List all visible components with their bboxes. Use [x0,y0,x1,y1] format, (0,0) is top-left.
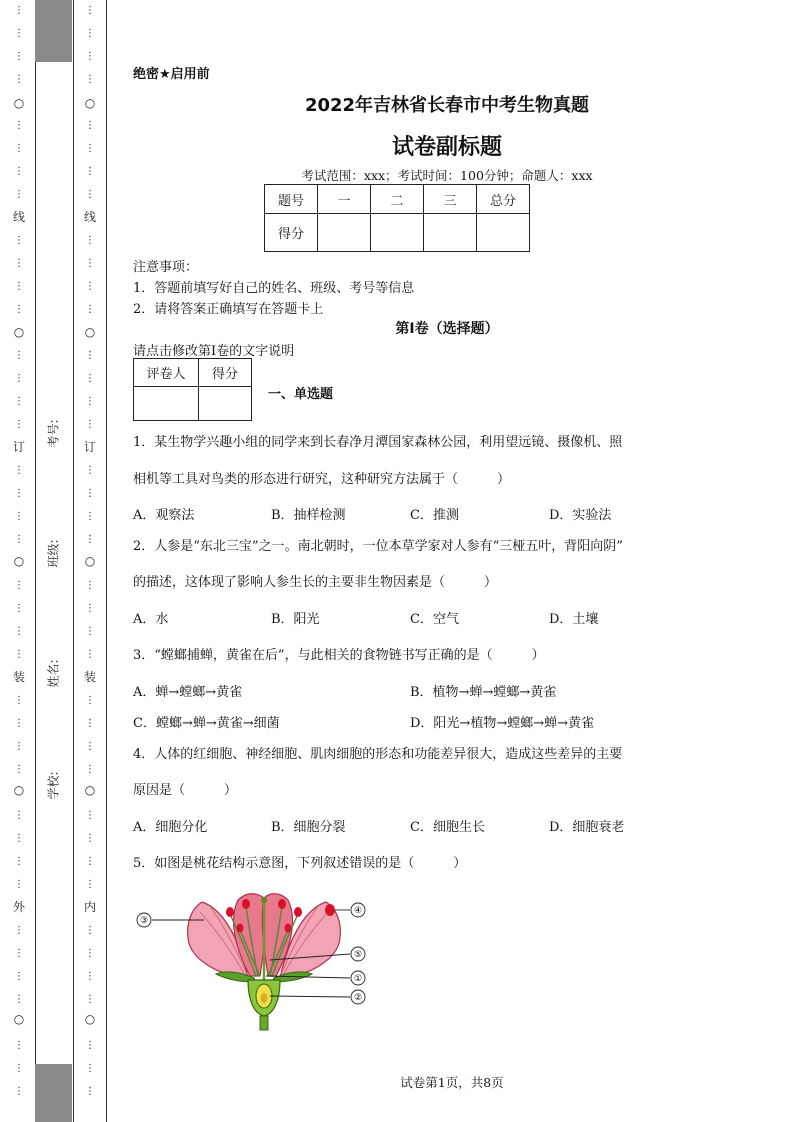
q3-option-c[interactable]: C．螳螂→蝉→黄雀→细菌 [133,716,280,731]
binding-dots: ⋮ [14,51,24,62]
grader-table [133,358,252,421]
binding-dots: ⋮ [14,5,24,16]
binding-dots: ⋮ [14,258,24,269]
q3-option-b[interactable]: B．植物→蝉→螳螂→黄雀 [410,685,557,700]
q3-option-d[interactable]: D．阳光→植物→螳螂→蝉→黄雀 [410,716,594,731]
q2-option-c[interactable]: C．空气 [410,612,459,627]
q3-line1: 3．“螳螂捕蝉，黄雀在后”，与此相关的食物链书写正确的是（ ） [133,648,545,663]
binding-dots: ⋮ [14,534,24,545]
q1-line1: 1．某生物学兴趣小组的同学来到长春净月潭国家森林公园，利用望远镜、摄像机、照 [133,435,623,450]
q1-option-a[interactable]: A．观察法 [133,508,195,523]
inner-zhuang-char: 装 [83,670,96,684]
exam-subtitle: 试卷副标题 [391,135,502,160]
binding-dots: ⋮ [85,304,95,315]
score-header-0: 题号 [265,185,318,214]
q4-line1: 4．人体的红细胞、神经细胞、肌肉细胞的形态和功能差异很大，造成这些差异的主要 [133,747,623,762]
binding-dots: ⋮ [85,419,95,430]
notice-item-1: 1．答题前填写好自己的姓名、班级、考号等信息 [133,281,415,296]
binding-dots: ⋮ [14,373,24,384]
q2-option-d[interactable]: D．土壤 [549,612,599,627]
inner-ding-char: 订 [83,440,96,454]
outer-wai-char: 外 [12,900,25,914]
inner-nei-char: 内 [83,900,96,914]
binding-dots: ⋮ [85,120,95,131]
q4-option-d[interactable]: D．细胞衰老 [549,820,625,835]
binding-dots: ⋮ [85,51,95,62]
figure-label-2: ② [353,993,363,1003]
binding-dots: ⋮ [14,304,24,315]
binding-dots: ⋮ [14,764,24,775]
exam-info: 考试范围：xxx；考试时间：100分钟；命题人：xxx [301,168,593,183]
q1-option-d[interactable]: D．实验法 [549,508,612,523]
binding-dots: ⋮ [85,695,95,706]
score-header-1: 一 [318,185,371,214]
binding-dots: ⋮ [85,396,95,407]
outer-zhuang-char: 装 [12,670,25,684]
binding-dots: ⋮ [85,189,95,200]
binding-dots: ⋮ [14,189,24,200]
binding-dots: ⋮ [85,879,95,890]
binding-dots: ⋮ [14,741,24,752]
score-cell[interactable] [424,214,477,252]
binding-dots: ⋮ [85,166,95,177]
q1-option-c[interactable]: C．推测 [410,508,459,523]
outer-ding-char: 订 [12,440,25,454]
binding-dots: ⋮ [14,166,24,177]
outer-circle-2: ○ [13,325,25,339]
section-heading: 一、单选题 [268,387,334,402]
grader-col-1: 评卷人 [134,359,199,387]
field-class[interactable]: 班级: [46,539,61,568]
binding-dots: ⋮ [14,1040,24,1051]
q4-option-c[interactable]: C．细胞生长 [410,820,485,835]
binding-dots: ⋮ [14,580,24,591]
binding-dots: ⋮ [85,28,95,39]
binding-dots: ⋮ [85,1063,95,1074]
binding-dots: ⋮ [14,925,24,936]
binding-dots: ⋮ [85,143,95,154]
binding-dots: ⋮ [85,373,95,384]
exam-title: 2022年吉林省长春市中考生物真题 [304,95,590,116]
q1-line2: 相机等工具对鸟类的形态进行研究，这种研究方法属于（ ） [133,472,511,487]
grader-col-2: 得分 [199,359,252,387]
binding-dots: ⋮ [14,396,24,407]
q3-option-a[interactable]: A．蝉→螳螂→黄雀 [133,685,243,700]
figure-label-1: ① [353,974,363,984]
q2-option-a[interactable]: A．水 [133,612,169,627]
binding-dots: ⋮ [85,649,95,660]
binding-dots: ⋮ [85,74,95,85]
outer-circle-1: ○ [13,96,25,110]
inner-circle-1: ○ [84,96,96,110]
binding-dots: ⋮ [14,994,24,1005]
binding-dots: ⋮ [85,580,95,591]
binding-dots: ⋮ [14,856,24,867]
inner-circle-5: ○ [84,1012,96,1026]
peach-flower-figure [130,880,400,1040]
binding-dots: ⋮ [85,603,95,614]
q2-line2: 的描述，这体现了影响人参生长的主要非生物因素是（ ） [133,575,498,590]
binding-dots: ⋮ [14,350,24,361]
inner-circle-4: ○ [84,783,96,797]
q4-option-a[interactable]: A．细胞分化 [133,820,208,835]
binding-dots: ⋮ [14,626,24,637]
score-cell[interactable] [371,214,424,252]
binding-dots: ⋮ [85,511,95,522]
binding-dots: ⋮ [14,235,24,246]
binding-dots: ⋮ [85,235,95,246]
binding-dots: ⋮ [85,994,95,1005]
binding-dots: ⋮ [14,695,24,706]
field-name[interactable]: 姓名: [46,659,61,688]
outer-xian-char: 线 [12,210,25,224]
binding-dots: ⋮ [85,465,95,476]
grader-cell[interactable] [134,387,199,421]
binding-dots: ⋮ [14,511,24,522]
binding-dots: ⋮ [14,948,24,959]
binding-dots: ⋮ [14,74,24,85]
field-exam-number[interactable]: 考号: [46,419,61,448]
binding-dots: ⋮ [14,833,24,844]
binding-dots: ⋮ [14,1086,24,1097]
score-table [264,184,530,252]
binding-dots: ⋮ [14,281,24,292]
q4-line2: 原因是（ ） [133,783,238,798]
volume-title: 第I卷（选择题） [395,321,499,337]
binding-dots: ⋮ [14,649,24,660]
figure-label-3: ③ [139,916,149,926]
binding-dots: ⋮ [85,350,95,361]
binding-dots: ⋮ [85,1086,95,1097]
secret-label: 绝密★启用前 [133,67,210,82]
score-header-3: 三 [424,185,477,214]
binding-dots: ⋮ [85,971,95,982]
outer-circle-3: ○ [13,554,25,568]
binding-dots: ⋮ [14,971,24,982]
binding-dots: ⋮ [85,948,95,959]
binding-dots: ⋮ [85,833,95,844]
binding-dots: ⋮ [85,856,95,867]
outer-circle-4: ○ [13,783,25,797]
binding-dots: ⋮ [85,718,95,729]
score-header-4: 总分 [477,185,530,214]
q1-option-b[interactable]: B．抽样检测 [271,508,346,523]
inner-circle-2: ○ [84,325,96,339]
binding-dots: ⋮ [85,258,95,269]
score-cell[interactable] [318,214,371,252]
volume-desc[interactable]: 请点击修改第I卷的文字说明 [133,344,295,359]
binding-dots: ⋮ [85,281,95,292]
figure-label-4: ④ [353,906,363,916]
inner-circle-3: ○ [84,554,96,568]
binding-dots: ⋮ [14,718,24,729]
field-school[interactable]: 学校: [46,771,61,800]
binding-dots: ⋮ [85,488,95,499]
binding-dots: ⋮ [85,5,95,16]
binding-dots: ⋮ [85,534,95,545]
binding-dots: ⋮ [14,879,24,890]
binding-dots: ⋮ [14,28,24,39]
binding-dots: ⋮ [14,465,24,476]
figure-label-5: ⑤ [353,950,363,960]
binding-dots: ⋮ [14,1063,24,1074]
outer-circle-5: ○ [13,1012,25,1026]
binding-dots: ⋮ [85,626,95,637]
binding-dots: ⋮ [14,143,24,154]
score-cell[interactable] [477,214,530,252]
score-header-2: 二 [371,185,424,214]
binding-dots: ⋮ [14,120,24,131]
q2-line1: 2．人参是“东北三宝”之一。南北朝时，一位本草学家对人参有“三桠五叶，背阳向阴” [133,539,623,554]
inner-xian-char: 线 [83,210,96,224]
binding-dots: ⋮ [85,810,95,821]
binding-band-top-shade [35,0,72,62]
binding-dots: ⋮ [85,1040,95,1051]
score-row-label: 得分 [265,214,318,252]
grader-cell[interactable] [199,387,252,421]
q4-option-b[interactable]: B．细胞分裂 [271,820,346,835]
binding-dots: ⋮ [85,764,95,775]
notice-heading: 注意事项： [133,260,199,275]
binding-dots: ⋮ [85,925,95,936]
page-footer: 试卷第1页，共8页 [400,1075,504,1090]
binding-dots: ⋮ [14,810,24,821]
q2-option-b[interactable]: B．阳光 [271,612,320,627]
q5-line1: 5．如图是桃花结构示意图，下列叙述错误的是（ ） [133,856,467,871]
binding-dots: ⋮ [14,488,24,499]
binding-dots: ⋮ [14,419,24,430]
binding-dots: ⋮ [14,603,24,614]
binding-dots: ⋮ [85,741,95,752]
notice-item-2: 2．请将答案正确填写在答题卡上 [133,302,324,317]
